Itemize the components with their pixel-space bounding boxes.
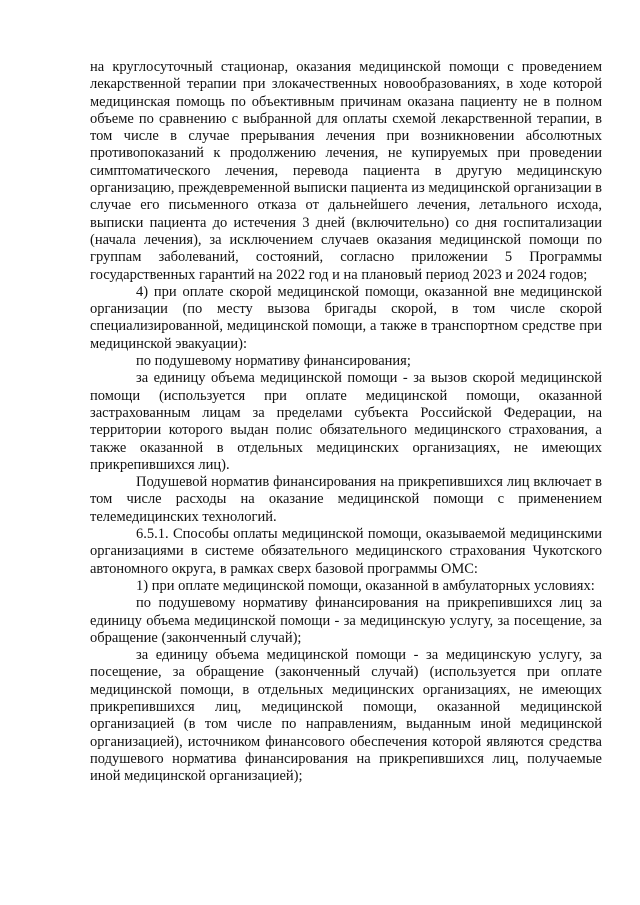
paragraph-item-4: 4) при оплате скорой медицинской помощи, оказанной вне медицинской организации (по месту вызова бригады скорой, в том числе скорой специализированной, медицинской помощи, а также в транспортном средстве при медицинской эвакуации): — [90, 283, 602, 352]
paragraph-per-capita-norm: Подушевой норматив финансирования на прикрепившихся лиц включает в том числе расходы на оказание медицинской помощи с применением телемедицинских технологий. — [90, 474, 602, 525]
paragraph-per-capita-attached: по подушевому нормативу финансирования на прикрепившихся лиц за единицу объема медицинской помощи - за медицинскую услугу, за посещение, за обращение (законченный случай); — [90, 595, 602, 646]
paragraph-item-1: 1) при оплате медицинской помощи, оказанной в амбулаторных условиях: — [136, 577, 595, 594]
paragraph-per-unit-volume: за единицу объема медицинской помощи - за медицинскую услугу, за посещение, за обращение (законченный случай) (используется при оплате медицинской помощи, в отдельных медицинских организациях, не имеющих прикрепившихся лиц, медицинской помощи, оказанной медицинской организацией (в том числе по направлениям, выданным иной медицинской организацией), источником финансового обеспечения которой являются средства подушевого норматива финансирования на прикрепившихся лиц, получаемые иной медицинской организацией); — [90, 647, 602, 785]
paragraph-per-call: за единицу объема медицинской помощи - за вызов скорой медицинской помощи (используется при оплате медицинской помощи, оказанной застрахованным лицам за пределами субъекта Российской Федерации, на территории которого выдан полис обязательного медицинского страхования, а также оказанной в отдельных медицинских организациях, не имеющих прикрепившихся лиц). — [90, 370, 602, 473]
paragraph-section-6-5-1: 6.5.1. Способы оплаты медицинской помощи, оказываемой медицинскими организациями в системе обязательного медицинского страхования Чукотского автономного округа, в рамках сверх базовой программы ОМС: — [90, 526, 602, 577]
document-page — [90, 59, 602, 785]
paragraph-per-capita: по подушевому нормативу финансирования; — [136, 353, 411, 370]
paragraph-continuation: на круглосуточный стационар, оказания медицинской помощи с проведением лекарственной терапии при злокачественных новообразованиях, в ходе которой медицинская помощь по объективным причинам оказана пациенту не в полном объеме по сравнению с выбранной для оплаты схемой лекарственной терапии, в том числе в случае прерывания лечения при возникновении абсолютных противопоказаний к продолжению лечения, не купируемых при проведении симптоматического лечения, перевода пациента в другую медицинскую организацию, преждевременной выписки пациента из медицинской организации в случае его письменного отказа от дальнейшего лечения, летального исхода, выписки пациента до истечения 3 дней (включительно) со дня госпитализации (начала лечения), за исключением случаев оказания медицинской помощи по группам заболеваний, состояний, согласно приложении 5 Программы государственных гарантий на 2022 год и на плановый период 2023 и 2024 годов; — [90, 59, 602, 283]
